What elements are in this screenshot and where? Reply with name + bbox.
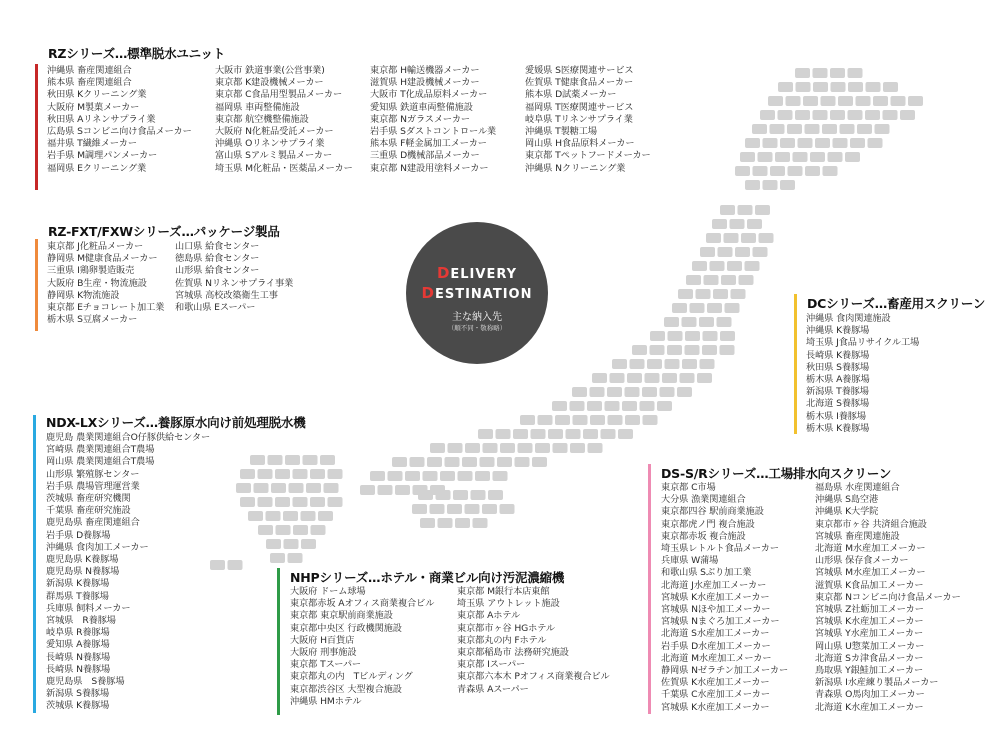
ndx-entry: 兵庫県 飼料メーカー — [46, 602, 131, 614]
dc-entry: 北海道 S養豚場 — [806, 398, 870, 410]
dsr-column-1 — [661, 482, 788, 714]
rz-entry: 熊本県 畜産関連組合 — [47, 77, 132, 89]
nhp-entry: 大阪府 刑事施設 — [290, 647, 357, 659]
rz-entry: 沖縄県 T製糖工場 — [525, 126, 597, 138]
dc-accent-line — [794, 294, 797, 434]
fxt-entry: 佐賀県 Nリネンサプライ事業 — [175, 277, 294, 289]
ndx-entry: 新潟県 S養豚場 — [46, 688, 110, 700]
ndx-entry: 沖縄県 食肉加工メーカー — [46, 541, 149, 553]
fxt-series-title: RZ-FXT/FXWシリーズ…パッケージ製品 — [48, 224, 280, 239]
ndx-entry: 茨城県 K養豚場 — [46, 700, 110, 712]
badge-text-destination: ESTINATION — [434, 287, 533, 302]
fxt-entry: 栃木県 S豆腐メーカー — [47, 314, 138, 326]
nhp-entry: 東京都 東京駅前商業施設 — [290, 610, 393, 622]
nhp-entry: 沖縄県 HMホテル — [290, 695, 362, 707]
dc-entry: 沖縄県 食肉関連施設 — [806, 313, 891, 324]
fxt-column-1 — [47, 241, 164, 326]
badge-subtitle: 主な納入先 — [452, 312, 502, 323]
dsr-entry: 沖縄県 K大学院 — [815, 506, 879, 518]
dsr-entry: 東京都赤坂 複合施設 — [661, 530, 746, 542]
rz-entry: 熊本県 D試薬メーカー — [525, 89, 617, 101]
dsr-entry: 滋賀県 K食品加工メーカー — [815, 579, 924, 591]
ndx-entry: 岩手県 D養豚場 — [46, 529, 111, 541]
nhp-entry: 東京都 Iスーパー — [457, 659, 526, 671]
dsr-entry: 大分県 漁業関連組合 — [661, 494, 746, 506]
ndx-column-1 — [46, 432, 210, 713]
fxt-entry: 山口県 給食センター — [175, 241, 260, 252]
rz-entry: 熊本県 F軽金属加工メーカー — [370, 138, 487, 150]
ndx-series-title: NDX-LXシリーズ…養豚原水向け前処理脱水機 — [46, 415, 306, 430]
rz-entry: 愛知県 鉄道車両整備施設 — [370, 101, 473, 113]
dc-entry: 栃木県 I養豚場 — [806, 410, 866, 422]
dc-series-title: DCシリーズ…畜産用スクリーン — [807, 296, 986, 311]
rz-entry: 福岡県 Eクリーニング業 — [47, 162, 147, 174]
nhp-entry: 大阪府 H百貨店 — [290, 634, 355, 646]
nhp-entry: 東京都稲島市 法務研究施設 — [457, 647, 569, 659]
dsr-entry: 山形県 保存食メーカー — [815, 555, 909, 567]
rz-entry: 大阪市 T化成品原料メーカー — [370, 89, 488, 101]
dc-entry: 新潟県 T養豚場 — [806, 386, 869, 398]
dsr-entry: 埼玉県レトルト食品メーカー — [661, 543, 779, 555]
fxt-entry: 三重県 I鶏卵製造販売 — [47, 265, 135, 277]
dc-entry: 埼玉県 J食品リサイクル工場 — [806, 337, 920, 349]
nhp-entry: 青森県 Aスーパー — [457, 683, 529, 695]
dc-entry: 秋田県 S養豚場 — [806, 361, 870, 373]
ndx-entry: 宮城県 R養豚場 — [46, 615, 116, 627]
fxt-entry: 東京都 Eチョコレート加工業 — [47, 302, 165, 314]
rz-column-1 — [47, 65, 192, 175]
dsr-entry: 東京都虎ノ門 複合施設 — [661, 518, 755, 530]
fxt-entry: 静岡県 M健康食品メーカー — [47, 253, 158, 265]
rz-column-2 — [215, 65, 353, 175]
dsr-entry: 北海道 Sカ津食品メーカー — [815, 652, 924, 664]
dc-entry: 栃木県 A養豚場 — [806, 374, 870, 386]
nhp-entry: 東京都中央区 行政機関施設 — [290, 622, 402, 634]
nhp-entry: 東京都赤坂 Aオフィス商業複合ビル — [290, 598, 435, 610]
nhp-entry: 大阪府 ドーム球場 — [290, 586, 366, 597]
badge-cap-d2: D — [421, 284, 435, 302]
dsr-entry: 宮城県 Nほや加工メーカー — [661, 604, 771, 616]
rz-entry: 大阪府 M製菓メーカー — [47, 101, 140, 113]
dsr-entry: 新潟県 I水産練り製品メーカー — [815, 677, 939, 689]
fxt-entry: 山形県 給食センター — [175, 265, 260, 277]
rz-entry: 岐阜県 Tリネンサプライ業 — [525, 113, 633, 125]
rz-entry: 東京都 航空機整備施設 — [215, 113, 309, 125]
nhp-entry: 東京都丸の内 Fホテル — [457, 634, 547, 646]
rz-entry: 福岡県 T医療関連サービス — [525, 101, 634, 113]
rz-entry: 東京都 K建設機械メーカー — [215, 77, 324, 89]
ndx-entry: 山形県 繁殖豚センター — [46, 468, 140, 480]
rz-entry: 沖縄県 Nクリーニング業 — [525, 162, 626, 174]
ndx-entry: 岐阜県 R養豚場 — [46, 627, 110, 639]
dsr-entry: 沖縄県 S島空港 — [815, 494, 879, 506]
rz-entry: 秋田県 Kクリーニング業 — [47, 89, 147, 101]
ndx-entry: 千葉県 畜産研究施設 — [46, 505, 131, 517]
rz-series-title: RZシリーズ…標準脱水ユニット — [48, 46, 226, 61]
rz-column-3 — [370, 65, 496, 175]
badge-text-delivery: ELIVERY — [450, 267, 518, 282]
dsr-entry: 千葉県 C水産加工メーカー — [661, 689, 770, 701]
rz-entry: 東京都 Tペットフードメーカー — [525, 150, 651, 162]
dsr-entry: 北海道 M水産加工メーカー — [815, 543, 926, 555]
dsr-entry: 北海道 K水産加工メーカー — [815, 701, 924, 713]
dsr-entry: 北海道 J水産加工メーカー — [661, 579, 767, 591]
dsr-entry: 佐賀県 K水産加工メーカー — [661, 677, 770, 689]
ndx-entry: 鹿児島県 畜産関連組合 — [46, 517, 140, 529]
rz-accent-line — [35, 64, 38, 190]
badge-note: （順不同・敬称略） — [447, 324, 507, 332]
nhp-column-1 — [290, 586, 434, 708]
dc-entry: 長崎県 K養豚場 — [806, 349, 870, 361]
fxt-entry: 宮城県 高校改築衛生工事 — [175, 289, 278, 301]
rz-column-4 — [525, 65, 651, 175]
dsr-entry: 宮城県 Nまぐろ加工メーカー — [661, 616, 780, 628]
dsr-entry: 東京都 Nコンビニ向け食品メーカー — [815, 591, 961, 603]
dsr-entry: 東京都四谷 駅前商業施設 — [661, 506, 764, 518]
ndx-entry: 鹿児島県 S養豚場 — [46, 676, 125, 688]
fxt-entry: 徳島県 給食センター — [175, 253, 260, 265]
rz-entry: 埼玉県 M化粧品・医薬品メーカー — [215, 162, 353, 174]
dsr-entry: 和歌山県 Sぶり加工業 — [661, 567, 752, 579]
dsr-entry: 青森県 O馬肉加工メーカー — [815, 689, 925, 701]
dc-column-1 — [806, 313, 919, 435]
rz-entry: 東京都 H輸送機器メーカー — [370, 65, 480, 76]
fxt-entry: 静岡県 K物流施設 — [47, 289, 120, 301]
nhp-accent-line — [277, 568, 280, 715]
ndx-entry: 鹿児島 農業関連組合O仔豚供給センター — [46, 432, 211, 443]
rz-entry: 岩手県 M調理パンメーカー — [47, 150, 158, 162]
badge-line-delivery — [406, 264, 548, 282]
ndx-entry: 長崎県 N養豚場 — [46, 651, 111, 663]
ndx-entry: 群馬県 T養豚場 — [46, 590, 109, 602]
rz-entry: 沖縄県 Oリネンサプライ業 — [215, 138, 325, 150]
rz-entry: 秋田県 Aリネンサプライ業 — [47, 113, 156, 125]
ndx-entry: 愛知県 A養豚場 — [46, 639, 110, 651]
dsr-entry: 宮城県 K水産加工メーカー — [661, 591, 770, 603]
ndx-entry: 新潟県 K養豚場 — [46, 578, 110, 590]
rz-entry: 福岡県 車両整備施設 — [215, 101, 300, 113]
rz-entry: 岩手県 Sダストコントロール業 — [370, 126, 497, 138]
ndx-entry: 鹿児島県 N養豚場 — [46, 566, 120, 578]
rz-entry: 富山県 Sアルミ製品メーカー — [215, 150, 333, 162]
rz-entry: 佐賀県 T健康食品メーカー — [525, 77, 634, 89]
dsr-entry: 宮城県 M水産加工メーカー — [815, 567, 926, 579]
rz-entry: 大阪市 鉄道事業(公営事業) — [215, 65, 325, 76]
rz-entry: 沖縄県 畜産関連組合 — [47, 65, 132, 76]
ndx-entry: 岡山県 農業関連組合T農場 — [46, 456, 155, 468]
nhp-entry: 東京都 Tスーパー — [290, 659, 362, 671]
ndx-entry: 宮崎県 農業関連組合T農場 — [46, 444, 155, 456]
dsr-entry: 鳥取県 Y銀鮭加工メーカー — [815, 665, 924, 677]
dsr-entry: 北海道 M水産加工メーカー — [661, 652, 772, 664]
nhp-entry: 東京都六本木 Pオフィス商業複合ビル — [457, 671, 610, 683]
ndx-entry: 鹿児島県 K養豚場 — [46, 554, 119, 566]
nhp-entry: 東京都市ヶ谷 HGホテル — [457, 622, 555, 634]
ndx-accent-line — [33, 415, 36, 713]
rz-entry: 大阪府 N化粧品受託メーカー — [215, 126, 334, 138]
dsr-entry: 福島県 水産関連組合 — [815, 482, 900, 493]
fxt-entry: 大阪府 B生産・物流施設 — [47, 277, 147, 289]
dsr-entry: 宮城県 Z社蛎加工メーカー — [815, 604, 924, 616]
dsr-series-title: DS-S/Rシリーズ…工場排水向スクリーン — [661, 466, 892, 481]
dsr-entry: 東京都市ヶ谷 共済組合施設 — [815, 518, 927, 530]
nhp-column-2 — [457, 586, 610, 696]
fxt-column-2 — [175, 241, 293, 314]
badge-cap-d1: D — [436, 264, 451, 282]
nhp-entry: 東京都丸の内 Tビルディング — [290, 671, 413, 683]
dsr-entry: 東京都 C市場 — [661, 482, 716, 493]
dsr-column-2 — [815, 482, 961, 714]
rz-entry: 福井県 T繊維メーカー — [47, 138, 137, 150]
rz-entry: 滋賀県 H建設機械メーカー — [370, 77, 480, 89]
dc-entry: 栃木県 K養豚場 — [806, 422, 870, 434]
ndx-entry: 長崎県 N養豚場 — [46, 663, 111, 675]
nhp-entry: 東京都 Aホテル — [457, 610, 521, 622]
dsr-entry: 兵庫県 W蒲場 — [661, 555, 719, 567]
dsr-entry: 北海道 S水産加工メーカー — [661, 628, 770, 640]
rz-entry: 三重県 D機械部品メーカー — [370, 150, 480, 162]
badge-line-destination — [406, 284, 548, 302]
fxt-entry: 東京都 J化粧品メーカー — [47, 241, 144, 252]
rz-entry: 東京都 C食品用型製品メーカー — [215, 89, 343, 101]
dc-entry: 沖縄県 K養豚場 — [806, 325, 870, 337]
delivery-destination-badge — [406, 222, 548, 364]
nhp-entry: 東京都 M銀行本店東館 — [457, 586, 550, 597]
dsr-entry: 岩手県 D水産加工メーカー — [661, 640, 771, 652]
ndx-entry: 岩手県 農場管理運営業 — [46, 480, 140, 492]
ndx-entry: 茨城県 畜産研究機関 — [46, 493, 131, 505]
rz-entry: 東京都 N建設用塗料メーカー — [370, 162, 489, 174]
rz-entry: 愛媛県 S医療関連サービス — [525, 65, 634, 76]
dsr-entry: 岡山県 U惣菜加工メーカー — [815, 640, 925, 652]
nhp-series-title: NHPシリーズ…ホテル・商業ビル向け汚泥濃縮機 — [290, 570, 565, 585]
dsr-entry: 宮城県 畜産関連施設 — [815, 530, 900, 542]
rz-entry: 岡山県 H食品原料メーカー — [525, 138, 635, 150]
dsr-entry: 宮城県 K水産加工メーカー — [815, 616, 924, 628]
dsr-entry: 宮城県 K水産加工メーカー — [661, 701, 770, 713]
dsr-accent-line — [648, 464, 651, 714]
nhp-entry: 埼玉県 アウトレット施設 — [457, 598, 560, 610]
nhp-entry: 東京都渋谷区 大型複合施設 — [290, 683, 402, 695]
rz-entry: 東京都 Nガラスメーカー — [370, 113, 471, 125]
dsr-entry: 静岡県 Nゼラチン加工メーカー — [661, 665, 789, 677]
fxt-entry: 和歌山県 Eスーパー — [175, 302, 256, 314]
fxt-accent-line — [35, 239, 38, 331]
dsr-entry: 宮城県 Y水産加工メーカー — [815, 628, 924, 640]
rz-entry: 広島県 Sコンビニ向け食品メーカー — [47, 126, 192, 138]
